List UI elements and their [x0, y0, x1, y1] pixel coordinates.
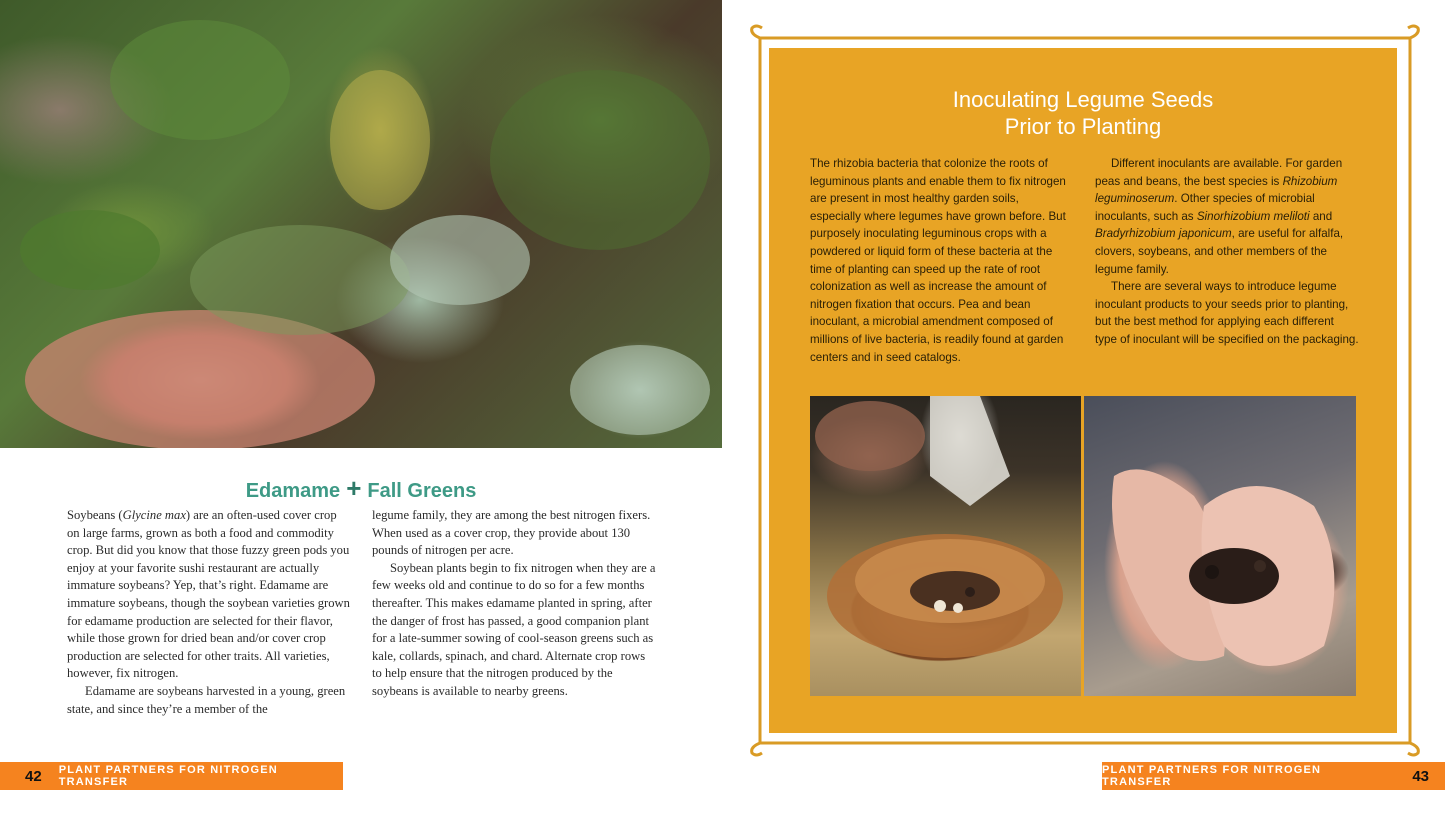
bowl-seeds-photo — [810, 396, 1081, 696]
text-run: There are several ways to introduce legume inoculant products to your seeds prior to planting, but the best method for applying each different type of inoculant will be specified on the packaging. — [1095, 280, 1359, 346]
heading-part-1: Edamame — [245, 480, 341, 502]
hands-seeds-photo — [1084, 396, 1356, 696]
text-run: Different inoculants are available. For garden peas and beans, the best species is — [1095, 157, 1343, 188]
footer-left — [0, 762, 343, 790]
page-number: 42 — [25, 767, 42, 785]
sidebar-column-1 — [810, 155, 1072, 366]
text-run: . Other species of microbial inoculants, such as — [1095, 192, 1315, 223]
italic-run: Glycine max — [122, 508, 186, 522]
body-column-left-2 — [372, 507, 658, 701]
paragraph — [372, 507, 658, 560]
heading-part-2: Fall Greens — [367, 480, 477, 502]
plant-photo — [0, 0, 722, 448]
plus-glyph: + — [346, 473, 362, 503]
text-run: , are useful for alfalfa, clovers, soybeans, and other members of the legume family. — [1095, 227, 1344, 276]
paragraph — [810, 155, 1072, 366]
plant-photo-art — [0, 0, 722, 448]
sidebar-heading-line-2: Prior to Planting — [1004, 114, 1162, 139]
text-run: Soybeans ( — [67, 508, 123, 522]
running-head: PLANT PARTNERS FOR NITROGEN TRANSFER — [58, 764, 278, 788]
italic-run: Bradyrhizobium japonicum — [1095, 227, 1232, 241]
footer-right — [1102, 762, 1445, 790]
hands-photo-art — [1084, 396, 1356, 696]
paragraph — [67, 507, 351, 683]
text-run: Soybean plants begin to fix nitrogen when they are a few weeks old and continue to do so for a few months thereafter. This makes edamame planted in spring, after the danger of frost has passed, a good companion plant for a late-summer sowing of cool-season greens such as kale, collards, spinach, and chard. Alternate crop rows to help ensure that the nitrogen produced by the soybeans is available to nearby greens. — [372, 560, 656, 698]
italic-run: Sinorhizobium meliloti — [1196, 209, 1310, 223]
sidebar-heading — [769, 86, 1397, 140]
paragraph — [372, 560, 658, 701]
text-run: The rhizobia bacteria that colonize the roots of leguminous plants and enable them to fix nitrogen are present in most healthy garden soils, especially where legumes have grown before. But purposely inoculating leguminous crops with a powdered or liquid form of these bacteria at the time of planting can speed up the rate of root colonization as well as increase the amount of nitrogen fixation that occurs. Pea and bean inoculant, a microbial amendment composed of millions of live bacteria, is readily found at garden centers and in seed catalogs. — [810, 157, 1066, 364]
bowl-photo-art — [810, 396, 1081, 696]
section-heading — [0, 473, 722, 504]
paragraph — [1095, 278, 1359, 348]
paragraph — [1095, 155, 1359, 278]
text-run: Edamame are soybeans harvested in a young, green state, and since they’re a member of the — [67, 683, 346, 716]
body-column-left-1 — [67, 507, 351, 718]
page-number: 43 — [1412, 767, 1429, 785]
running-head: PLANT PARTNERS FOR NITROGEN TRANSFER — [1102, 764, 1322, 788]
text-run: legume family, they are among the best nitrogen fixers. When used as a cover crop, they provide about 130 pounds of nitrogen per acre. — [372, 508, 651, 558]
paragraph — [67, 683, 351, 718]
text-run: ) are an often-used cover crop on large farms, grown as both a food and commodity crop. But did you know that those fuzzy green pods you enjoy at your favorite sushi restaurant are actually immature soybeans? Yep, that’s right. Edamame are immature soybeans, though the soybean varieties grown for edamame production are selected for their flavor, while those grown for dried bean and/or cover crop production are selected for other traits. All varieties, however, fix nitrogen. — [67, 508, 350, 681]
sidebar-column-2 — [1095, 155, 1359, 349]
sidebar-heading-line-1: Inoculating Legume Seeds — [952, 87, 1214, 112]
text-run: and — [1309, 209, 1333, 223]
italic-run: Rhizobium leguminoserum — [1095, 174, 1338, 206]
